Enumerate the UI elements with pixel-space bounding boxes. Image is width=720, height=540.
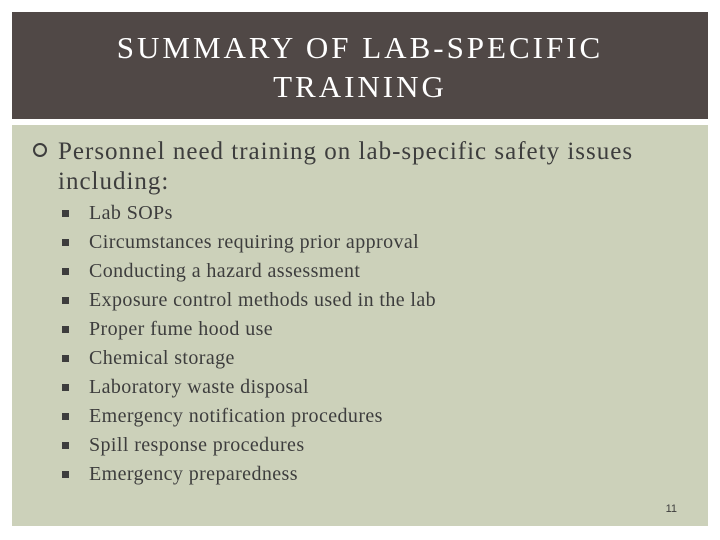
- square-bullet-icon: [62, 471, 69, 478]
- square-bullet-icon: [62, 210, 69, 217]
- sub-bullet-item: [60, 257, 436, 286]
- sub-bullet-label: Lab SOPs: [89, 202, 173, 224]
- square-bullet-icon: [62, 297, 69, 304]
- sub-bullet-label: Laboratory waste disposal: [89, 376, 309, 398]
- sub-bullet-item: [60, 431, 436, 460]
- sub-bullet-item: [60, 286, 436, 315]
- sub-bullet-item: [60, 373, 436, 402]
- sub-bullet-label: Chemical storage: [89, 347, 235, 369]
- sub-bullet-label: Circumstances requiring prior approval: [89, 231, 420, 253]
- main-bullet: [32, 137, 672, 197]
- ring-bullet-icon: [33, 143, 47, 157]
- sub-bullet-item: [60, 460, 436, 489]
- square-bullet-icon: [62, 413, 69, 420]
- square-bullet-icon: [62, 384, 69, 391]
- square-bullet-icon: [62, 326, 69, 333]
- sub-bullet-label: Emergency notification procedures: [89, 405, 383, 427]
- slide-title: SUMMARY OF LAB-SPECIFIC TRAINING: [116, 29, 604, 104]
- square-bullet-icon: [62, 268, 69, 275]
- square-bullet-icon: [62, 239, 69, 246]
- sub-bullet-item: [60, 344, 436, 373]
- sub-bullet-item: [60, 199, 436, 228]
- sub-bullet-label: Proper fume hood use: [89, 318, 274, 340]
- square-bullet-icon: [62, 355, 69, 362]
- page-number: 11: [665, 503, 677, 515]
- content-panel: [12, 125, 708, 526]
- sub-bullet-label: Spill response procedures: [89, 434, 305, 456]
- sub-bullet-label: Emergency preparedness: [89, 463, 298, 485]
- sub-bullet-item: [60, 228, 436, 257]
- sub-bullet-list: [60, 199, 436, 489]
- sub-bullet-label: Conducting a hazard assessment: [89, 260, 361, 282]
- title-bar: [12, 12, 708, 119]
- sub-bullet-label: Exposure control methods used in the lab: [89, 289, 437, 311]
- square-bullet-icon: [62, 442, 69, 449]
- sub-bullet-item: [60, 402, 436, 431]
- sub-bullet-item: [60, 315, 436, 344]
- main-bullet-text: Personnel need training on lab-specific safety issues including:: [58, 138, 634, 195]
